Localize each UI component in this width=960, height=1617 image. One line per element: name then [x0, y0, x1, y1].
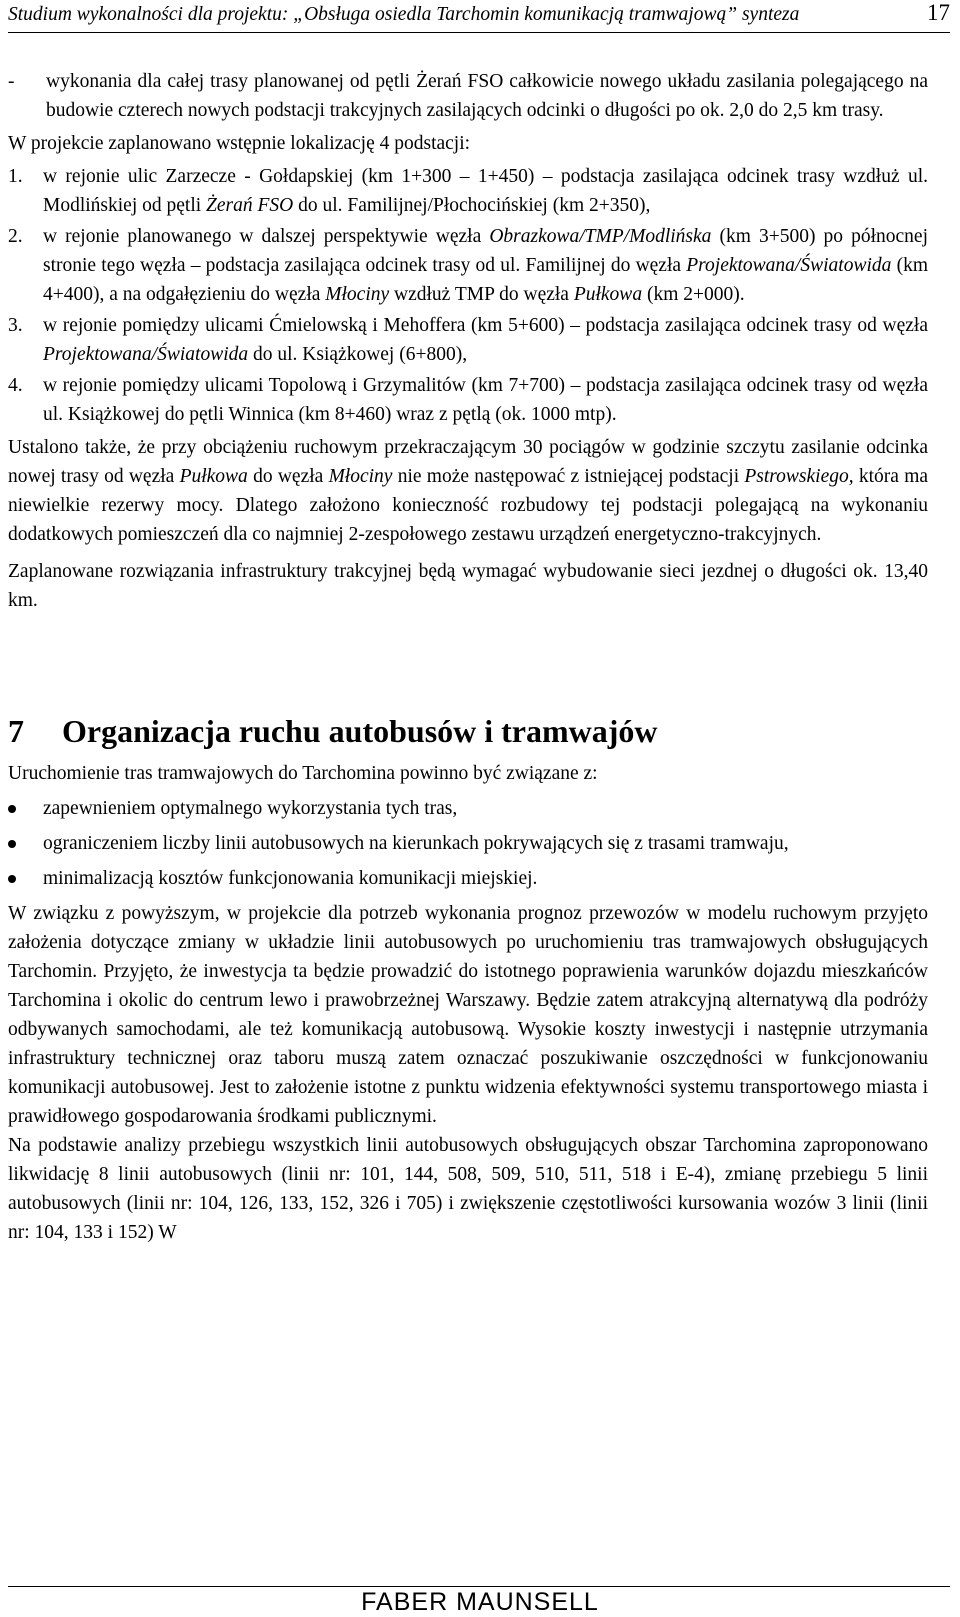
page-content: [8, 67, 928, 1247]
section-number: 7: [8, 713, 24, 749]
italic-place: Obrazkowa/TMP/Modlińska: [489, 226, 712, 247]
italic-place: Żerań FSO: [206, 195, 294, 216]
dash-marker: -: [8, 71, 15, 92]
substation-item: 4. w rejonie pomiędzy ulicami Topolową i Grzymalitów (km 7+700) – podstacja zasilająca odcinek trasy od węzła ul. Książkowej do pętli Winnica (km 8+460) wraz z pętlą (ok. 1000 mtp).: [8, 371, 928, 429]
section-title: Organizacja ruchu autobusów i tramwajów: [62, 713, 658, 749]
substation-item: 2. w rejonie planowanego w dalszej perspektywie węzła Obrazkowa/TMP/Modlińska (km 3+500) po północnej stronie tego węzła – podstacja zasilająca odcinek trasy od ul. Familijnej do węzła Projektowana/Światowida (km 4+400), a na odgałęzieniu do węzła Młociny wzdłuż TMP do węzła Pułkowa (km 2+000).: [8, 222, 928, 309]
italic-place: Młociny: [328, 466, 393, 487]
paragraph-forecast: W związku z powyższym, w projekcie dla potrzeb wykonania prognoz przewozów w modelu ruchowym przyjęto założenia dotyczące zmiany w układzie linii autobusowych po uruchomieniu tras tramwajowych obsługujących Tarchomin. Przyjęto, że inwestycja ta będzie prowadzić do istotnego poprawienia warunków dojazdu mieszkańców Tarchomina i okolic do centrum lewo i prawobrzeżnej Warszawy. Będzie zatem atrakcyjną alternatywą dla podróży odbywanych samochodami, ale też komunikacją autobusową. Wysokie koszty inwestycji i następnie utrzymania infrastruktury technicznej oraz taboru muszą zatem oznaczać poszukiwanie oszczędności w funkcjonowaniu komunikacji autobusowej. Jest to założenie istotne z punktu widzenia efektywności systemu transportowego miasta i prawidłowego gospodarowania środkami publicznymi.: [8, 903, 928, 1127]
italic-place: Projektowana/Światowida: [686, 255, 892, 276]
item-number: 2.: [8, 226, 23, 247]
italic-place: Projektowana/Światowida: [43, 344, 249, 365]
substations-list: [8, 162, 928, 429]
bullet-icon: [8, 840, 16, 848]
italic-place: Pstrowskiego,: [744, 466, 854, 487]
item-number: 1.: [8, 166, 23, 187]
bullet-icon: [8, 805, 16, 813]
page-header: [8, 2, 950, 33]
section-heading: [8, 711, 928, 751]
substations-intro: W projekcie zaplanowano wstępnie lokalizację 4 podstacji:: [8, 133, 471, 154]
substation-item: 3. w rejonie pomiędzy ulicami Ćmielowską i Mehoffera (km 5+600) – podstacja zasilająca odcinek trasy od węzła Projektowana/Światowida do ul. Książkowej (6+800),: [8, 311, 928, 369]
dash-item-text: wykonania dla całej trasy planowanej od pętli Żerań FSO całkowicie nowego układu zasilania polegającego na budowie czterech nowych podstacji trakcyjnych zasilających odcinki o długości po ok. 2,0 do 2,5 km trasy.: [46, 71, 928, 121]
bullet-item: minimalizacją kosztów funkcjonowania komunikacji miejskiej.: [8, 864, 928, 893]
bullet-list: [8, 794, 928, 893]
italic-place: Młociny: [325, 284, 390, 305]
paragraph-analysis: Na podstawie analizy przebiegu wszystkich linii autobusowych obsługujących obszar Tarchomina zaproponowano likwidację 8 linii autobusowych (linii nr: 101, 144, 508, 509, 510, 511, 518 i E-4), zmianę przebiegu 5 linii autobusowych (linii nr: 104, 126, 133, 152, 326 i 705) i zwiększenie częstotliwości kursowania wozów 3 linii (linii nr: 104, 133 i 152) W: [8, 1135, 928, 1243]
substation-item: 1. w rejonie ulic Zarzecze - Gołdapskiej (km 1+300 – 1+450) – podstacja zasilająca odcinek trasy wzdłuż ul. Modlińskiej od pętli Żerań FSO do ul. Familijnej/Płochocińskiej (km 2+350),: [8, 162, 928, 220]
italic-place: Pułkowa: [179, 466, 248, 487]
bullet-item: ograniczeniem liczby linii autobusowych na kierunkach pokrywających się z trasami tramwaju,: [8, 829, 928, 858]
company-logo: FABER MAUNSELL: [361, 1588, 599, 1616]
bullet-icon: [8, 875, 16, 883]
item-number: 3.: [8, 315, 23, 336]
italic-place: Pułkowa: [573, 284, 643, 305]
dash-list-item: [8, 67, 928, 125]
page-number: 17: [927, 0, 950, 25]
paragraph-load: Ustalono także, że przy obciążeniu ruchowym przekraczającym 30 pociągów w godzinie szczytu zasilanie odcinka nowej trasy od węzła Pułkowa do węzła Młociny nie może następować z istniejącej podstacji Pstrowskiego, która ma niewielkie rezerwy mocy. Dlatego założono konieczność rozbudowy tej podstacji polegającą na wykonaniu dodatkowych pomieszczeń dla co najmniej 2-zespołowego zestawu urządzeń energetyczno-trakcyjnych.: [8, 437, 929, 545]
header-title: Studium wykonalności dla projektu: „Obsługa osiedla Tarchomin komunikacją tramwajową” synteza: [8, 4, 800, 25]
section-intro: Uruchomienie tras tramwajowych do Tarchomina powinno być związane z:: [8, 763, 598, 784]
paragraph-network: Zaplanowane rozwiązania infrastruktury trakcyjnej będą wymagać wybudowanie sieci jezdnej o długości ok. 13,40 km.: [8, 561, 928, 611]
footer-divider: [8, 1586, 950, 1587]
bullet-item: zapewnieniem optymalnego wykorzystania tych tras,: [8, 794, 928, 823]
item-number: 4.: [8, 375, 23, 396]
